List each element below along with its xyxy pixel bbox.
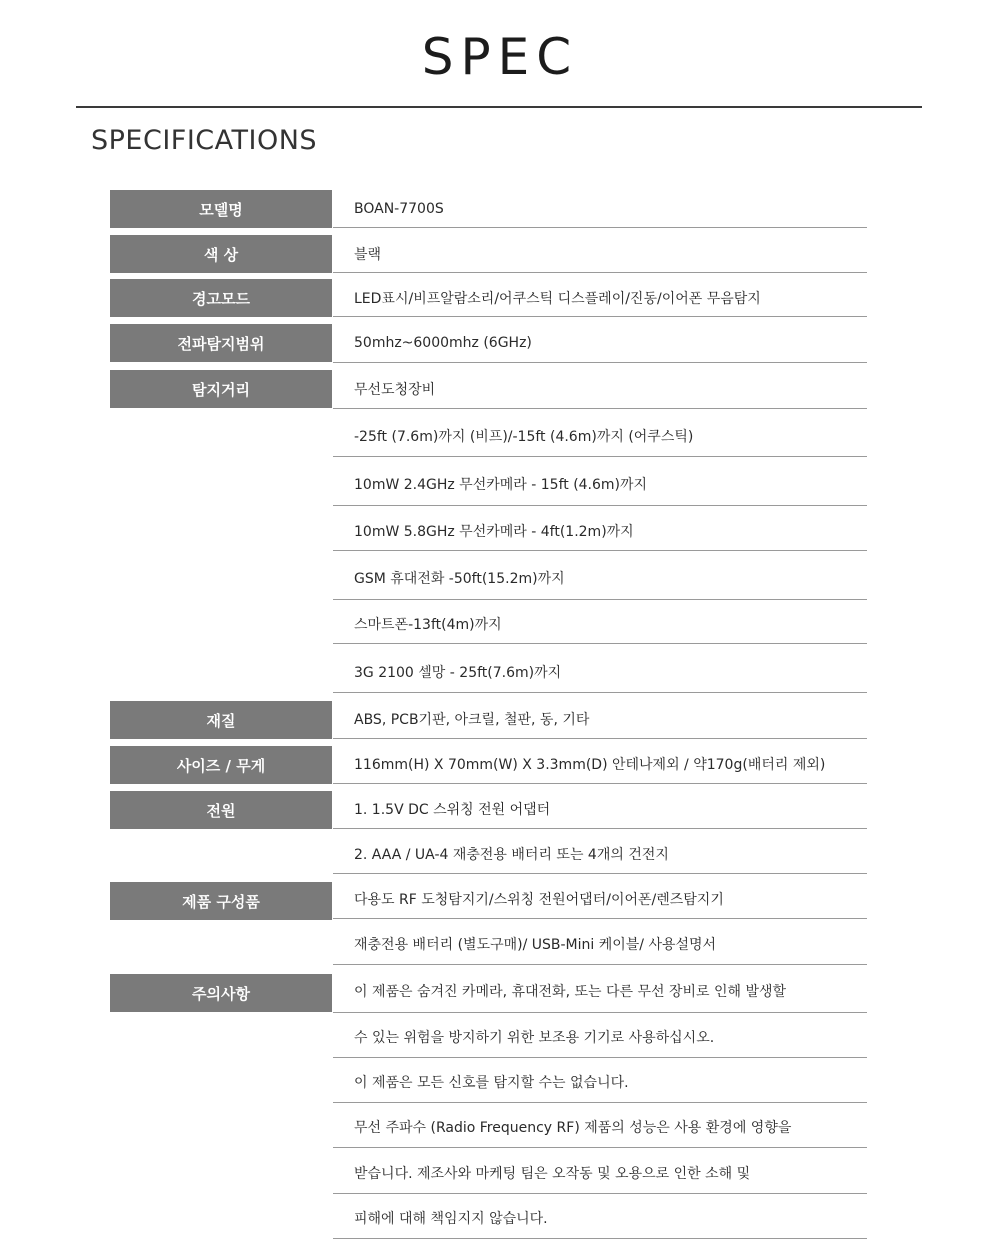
label-caution: 주의사항 [110,974,332,1012]
value-power-line: 2. AAA / UA-4 재충전용 배터리 또는 4개의 건전지 [333,834,867,874]
value-material: ABS, PCB기판, 아크릴, 철판, 동, 기타 [333,699,867,739]
value-caution-line: 이 제품은 숨겨진 카메라, 휴대전화, 또는 다른 무선 장비로 인해 발생할 [333,970,867,1013]
value-distance-line: 3G 2100 셀망 - 25ft(7.6m)까지 [333,651,867,693]
value-power-line: 1. 1.5V DC 스위칭 전원 어댑터 [333,790,867,829]
label-detection-range: 전파탐지범위 [110,324,332,362]
value-distance-line: GSM 휴대전화 -50ft(15.2m)까지 [333,557,867,600]
value-distance-line: 10mW 5.8GHz 무선카메라 - 4ft(1.2m)까지 [333,512,867,551]
value-caution-line: 이 제품은 모든 신호를 탐지할 수는 없습니다. [333,1062,867,1103]
value-components-line: 다용도 RF 도청탐지기/스위칭 전원어댑터/이어폰/렌즈탐지기 [333,879,867,919]
label-model: 모델명 [110,190,332,228]
label-material: 재질 [110,701,332,739]
value-color: 블랙 [333,235,867,273]
value-model: BOAN-7700S [333,190,867,228]
label-size-weight: 사이즈 / 무게 [110,746,332,784]
value-caution-line: 무선 주파수 (Radio Frequency RF) 제품의 성능은 사용 환경에 영향을 [333,1107,867,1148]
label-power: 전원 [110,791,332,829]
value-distance-line: 스마트폰-13ft(4m)까지 [333,605,867,644]
label-alert-mode: 경고모드 [110,279,332,317]
value-components-line: 재충전용 배터리 (별도구매)/ USB-Mini 케이블/ 사용설명서 [333,924,867,965]
label-components: 제품 구성품 [110,882,332,920]
label-detection-distance: 탐지거리 [110,370,332,408]
value-detection-range: 50mhz~6000mhz (6GHz) [333,324,867,363]
value-distance-line: 10mW 2.4GHz 무선카메라 - 15ft (4.6m)까지 [333,463,867,506]
value-caution-line: 피해에 대해 책임지지 않습니다. [333,1198,867,1239]
label-color: 색 상 [110,235,332,273]
section-title: SPECIFICATIONS [91,125,318,156]
value-caution-line: 받습니다. 제조사와 마케팅 팀은 오작동 및 오용으로 인한 소해 및 [333,1152,867,1194]
value-size-weight: 116mm(H) X 70mm(W) X 3.3mm(D) 안테나제외 / 약170g(배터리 제외) [333,744,867,784]
value-alert-mode: LED표시/비프알람소리/어쿠스틱 디스플레이/진동/이어폰 무음탐지 [333,279,867,317]
value-caution-line: 수 있는 위험을 방지하기 위한 보조용 기기로 사용하십시오. [333,1017,867,1058]
page-title: SPEC [421,28,579,86]
value-distance-line: -25ft (7.6m)까지 (비프)/-15ft (4.6m)까지 (어쿠스틱) [333,415,867,457]
header-divider [76,106,922,108]
value-distance-line: 무선도청장비 [333,370,867,409]
